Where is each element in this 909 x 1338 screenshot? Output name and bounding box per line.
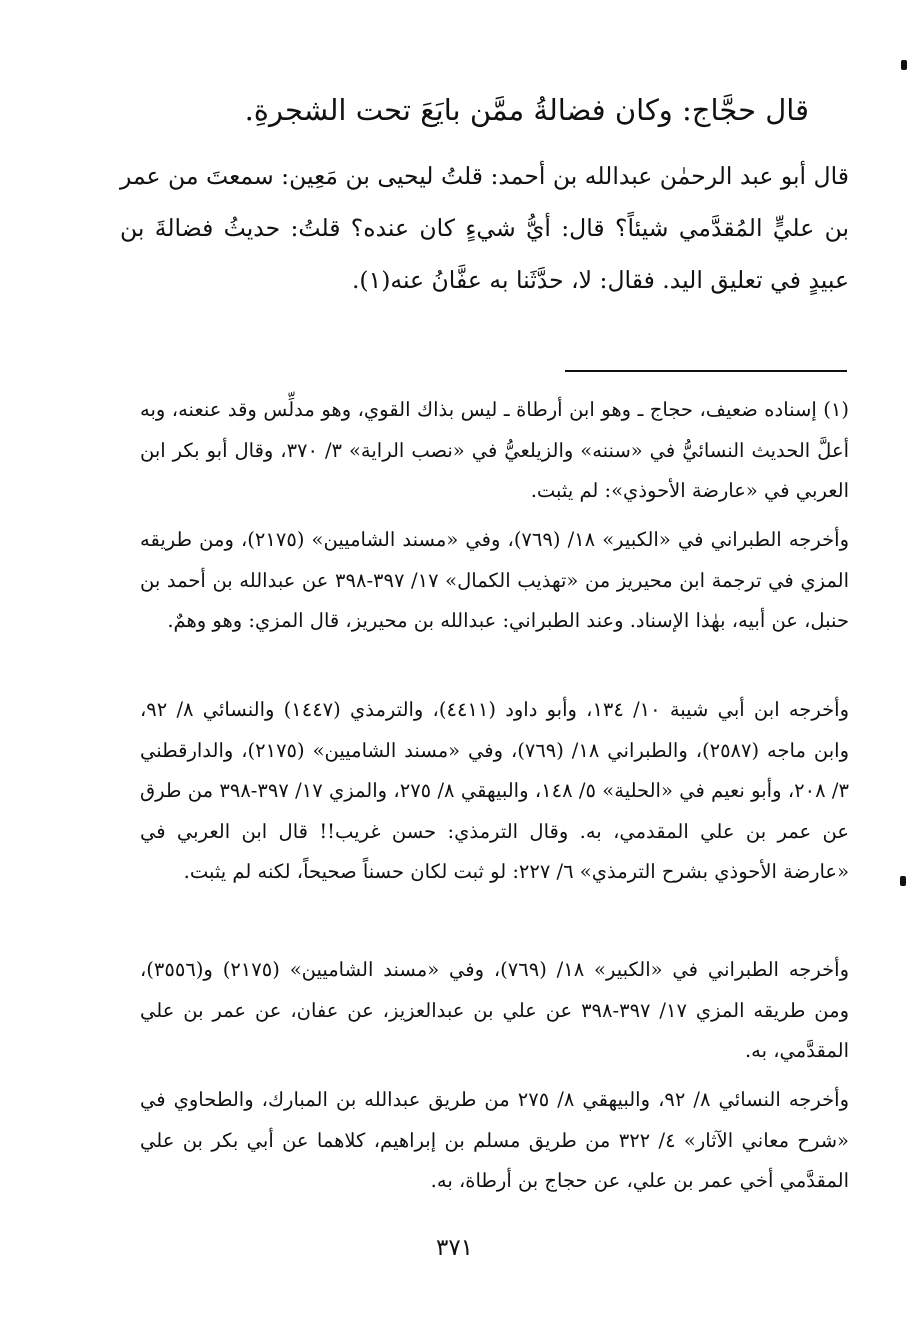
footnote-text: وأخرجه ابن أبي شيبة ١٠/ ١٣٤، وأبو داود (٤٤١١)، والترمذي (١٤٤٧) والنسائي ٨/ ٩٢، وابن ماجه (٢٥٨٧)، والطبراني ١٨/ (٧٦٩)، وفي «مسند الشاميين» (٢١٧٥)، والدارقطني ٣/ ٢٠٨، وأبو نعيم في «الحلية» ٥/ ١٤٨، والبيهقي ٨/ ٢٧٥، والمزي ١٧/ ٣٩٧-٣٩٨ من طرق عن عمر بن علي المقدمي، به. وقال الترمذي: حسن غريب!! قال ابن العربي في «عارضة الأحوذي بشرح الترمذي» ٦/ ٢٢٧: لو ثبت لكان حسناً صحيحاً، لكنه لم يثبت. xyxy=(140,698,849,883)
header-line: قال حجَّاج: وكان فضالةُ ممَّن بايَعَ تحت الشجرةِ. xyxy=(244,93,809,127)
main-paragraph: قال أبو عبد الرحمٰن عبدالله بن أحمد: قلتُ ليحيى بن مَعِين: سمعتَ من عمر بن عليٍّ المُقدَّمي شيئاً؟ قال: أيُّ شيءٍ كان عنده؟ قلتُ: حديثُ فضالةَ بن عبيدٍ في تعليق اليد. فقال: لا، حدَّثَنا به عفَّانُ عنه(١). xyxy=(120,162,849,294)
footnote-text: وأخرجه النسائي ٨/ ٩٢، والبيهقي ٨/ ٢٧٥ من طريق عبدالله بن المبارك، والطحاوي في «شرح معاني الآثار» ٤/ ٣٢٢ من طريق مسلم بن إبراهيم، كلاهما عن أبي بكر بن علي المقدَّمي أخي عمر بن علي، عن حجاج بن أرطاة، به. xyxy=(140,1088,849,1192)
footnote-text: وأخرجه الطبراني في «الكبير» ١٨/ (٧٦٩)، وفي «مسند الشاميين» (٢١٧٥) و(٣٥٥٦)، ومن طريقه المزي ١٧/ ٣٩٧-٣٩٨ عن علي بن عبدالعزيز، عن عفان، عن عمر بن علي المقدَّمي، به. xyxy=(140,958,849,1062)
margin-mark xyxy=(900,876,906,886)
footnote-paragraph-4 xyxy=(140,950,849,1072)
footnote-separator xyxy=(565,370,847,372)
footnote-paragraph-5 xyxy=(140,1080,849,1202)
footnote-paragraph-1 xyxy=(140,390,849,512)
page-number: ٣٧١ xyxy=(435,1235,474,1261)
footnote-paragraph-3 xyxy=(140,690,849,893)
footnote-text: وأخرجه الطبراني في «الكبير» ١٨/ (٧٦٩)، وفي «مسند الشاميين» (٢١٧٥)، ومن طريقه المزي في ترجمة ابن محيريز من «تهذيب الكمال» ١٧/ ٣٩٧-٣٩٨ عن عبدالله بن أحمد بن حنبل، عن أبيه، بهٰذا الإسناد. وعند الطبراني: عبدالله بن محيريز، قال المزي: وهو وهمٌ. xyxy=(140,528,849,632)
footnote-paragraph-2 xyxy=(140,520,849,642)
margin-mark xyxy=(901,60,907,70)
footnote-text: (١) إسناده ضعيف، حجاج ـ وهو ابن أرطاة ـ ليس بذاك القوي، وهو مدلِّس وقد عنعنه، وبه أعلَّ الحديث النسائيُّ في «سننه» والزيلعيُّ في «نصب الراية» ٣/ ٣٧٠، وقال أبو بكر ابن العربي في «عارضة الأحوذي»: لم يثبت. xyxy=(140,398,849,502)
